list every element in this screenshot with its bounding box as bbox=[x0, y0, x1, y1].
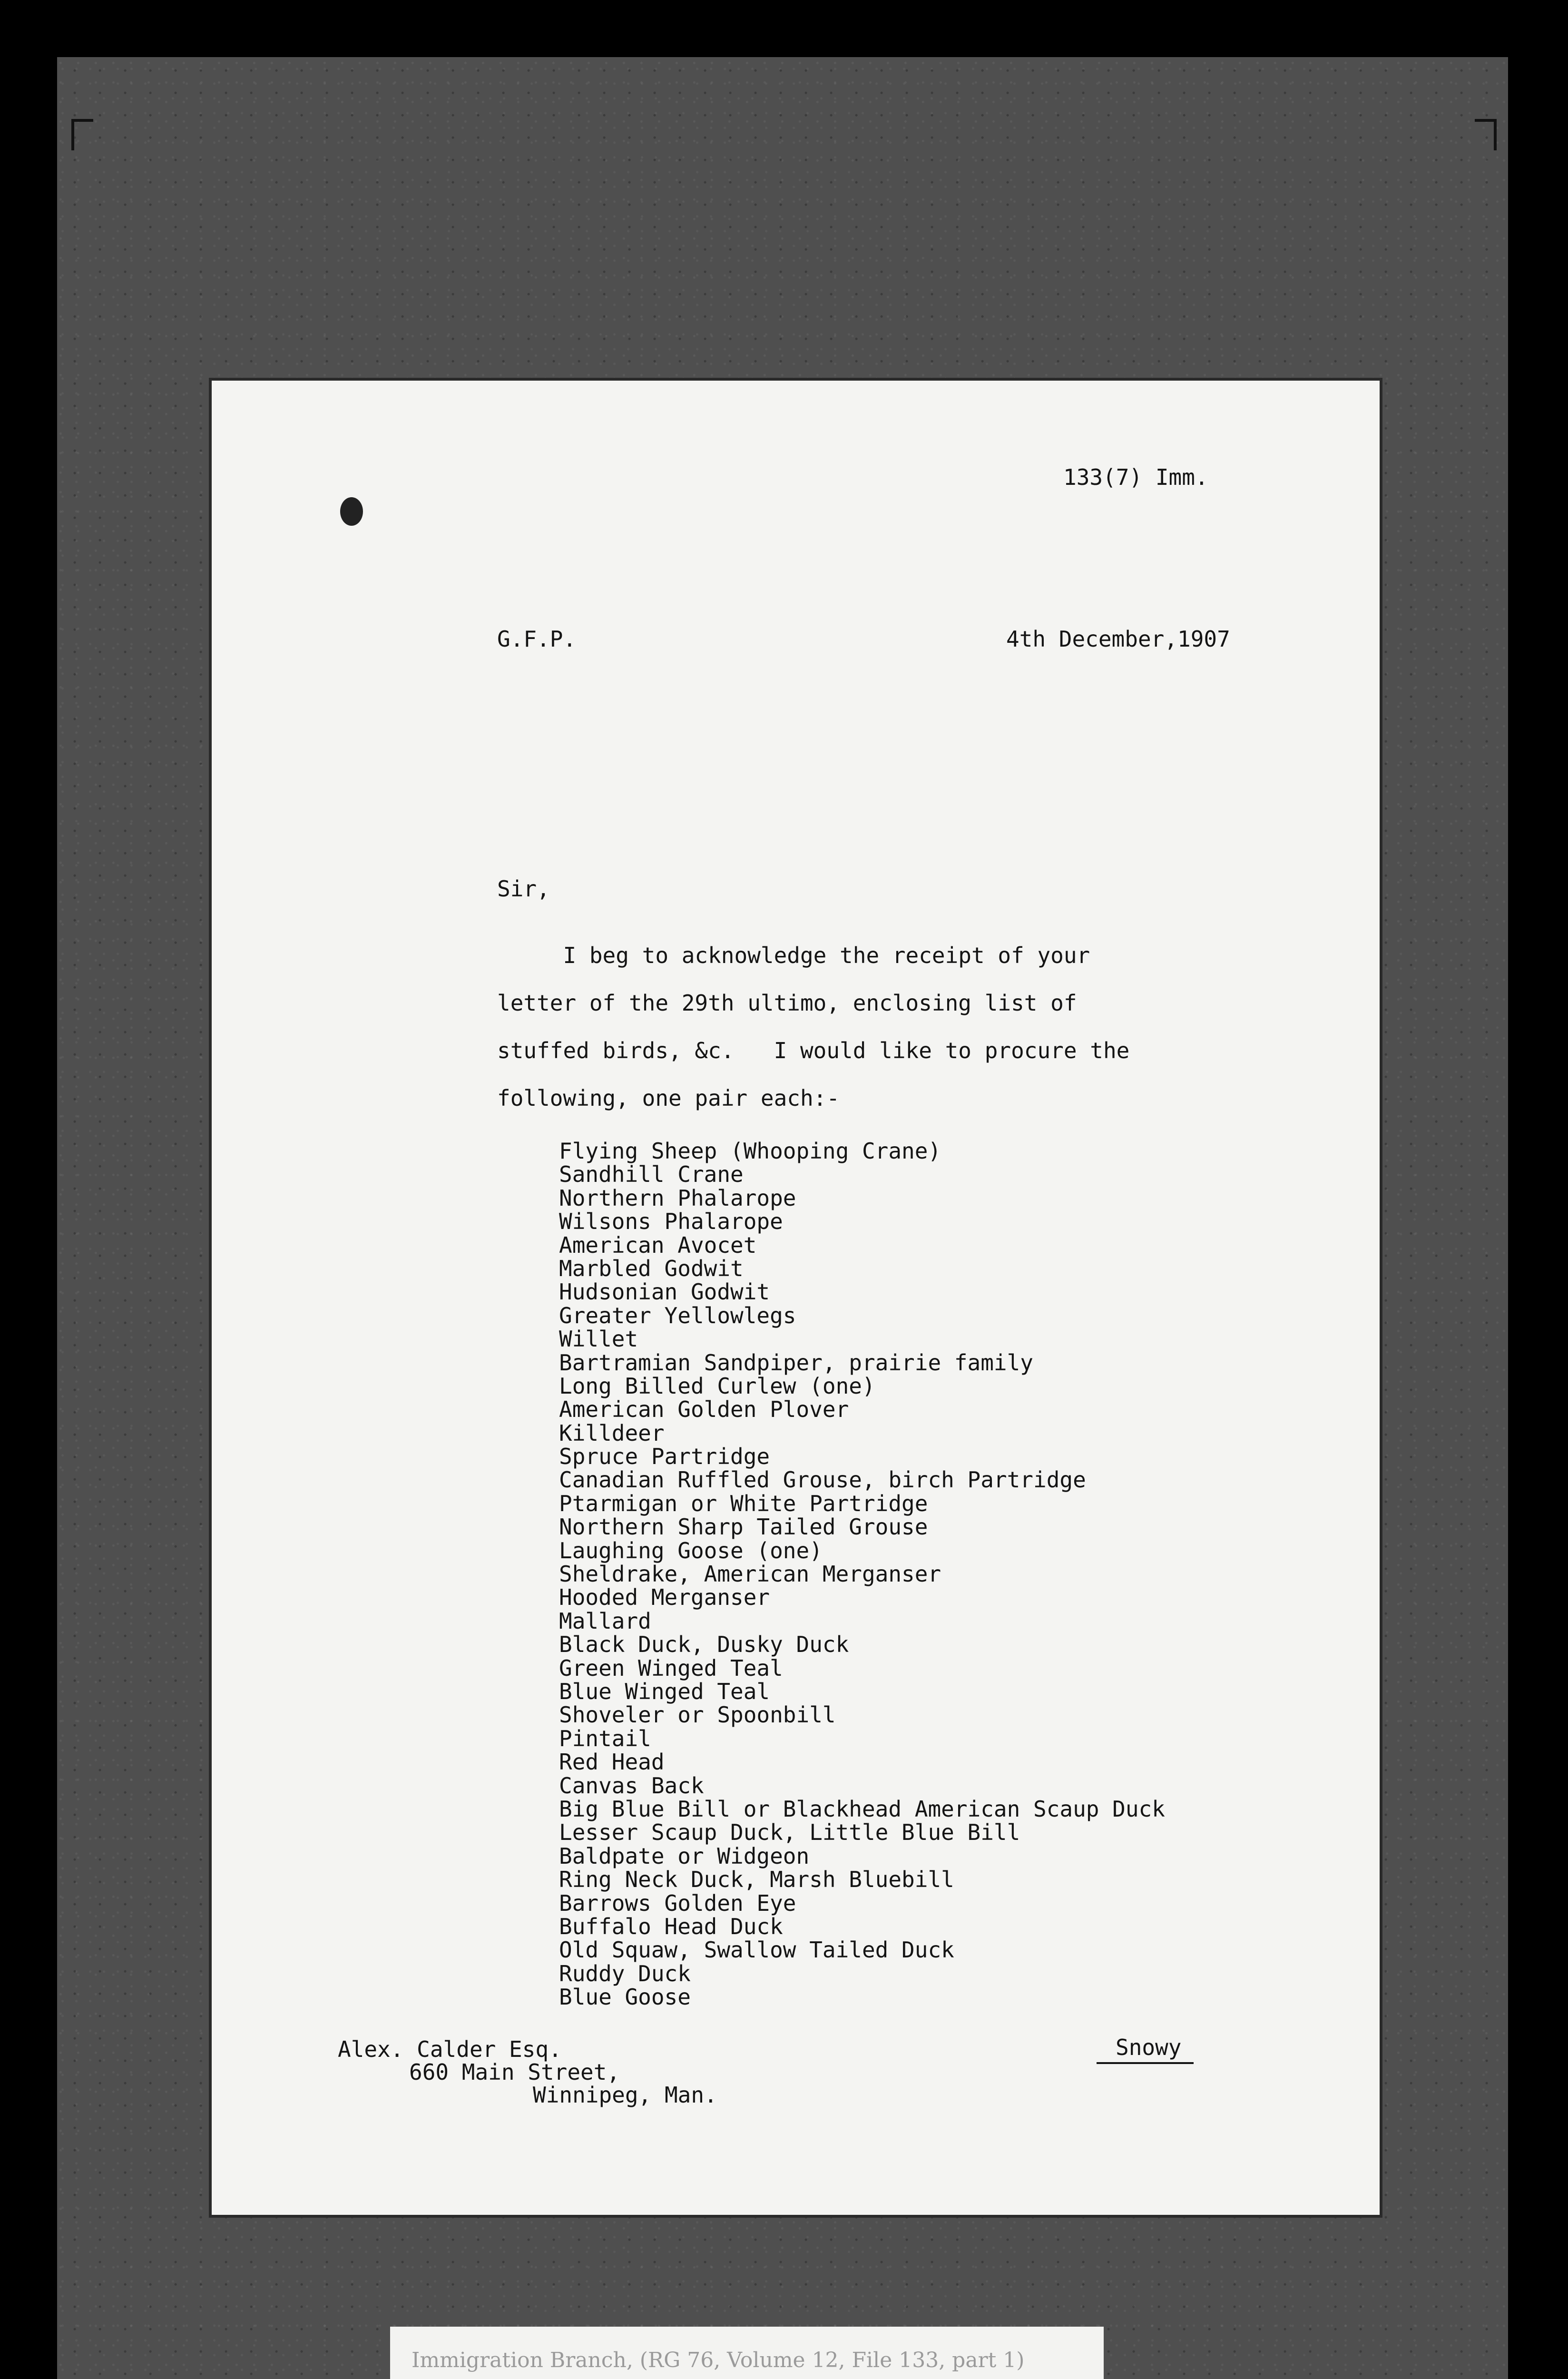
body-line: I beg to acknowledge the receipt of your bbox=[497, 943, 1090, 968]
punch-hole bbox=[340, 497, 363, 526]
letter-page bbox=[212, 381, 1380, 2215]
bird-list-item: Blue Goose bbox=[559, 1984, 691, 2010]
bird-list-item: Lesser Scaup Duck, Little Blue Bill bbox=[559, 1819, 1020, 1846]
bird-list-item: Laughing Goose (one) bbox=[559, 1537, 823, 1563]
bird-list-item: Mallard bbox=[559, 1608, 651, 1634]
bird-list-item: Long Billed Curlew (one) bbox=[559, 1373, 875, 1399]
bird-list-item: Big Blue Bill or Blackhead American Scaup Duck bbox=[559, 1796, 1165, 1822]
file-reference: 133(7) Imm. bbox=[1063, 464, 1208, 490]
bird-list-item: Barrows Golden Eye bbox=[559, 1890, 796, 1916]
body-line: following, one pair each:- bbox=[497, 1085, 840, 1111]
bird-list-item: Hooded Merganser bbox=[559, 1584, 770, 1611]
bird-list-item: Canadian Ruffled Grouse, birch Partridge bbox=[559, 1467, 1086, 1493]
recipient-street: 660 Main Street, bbox=[409, 2059, 620, 2085]
bird-list bbox=[559, 1140, 1165, 2009]
bird-list-item: Ruddy Duck bbox=[559, 1960, 691, 1986]
bird-list-item: Red Head bbox=[559, 1749, 665, 1775]
bird-list-item: Killdeer bbox=[559, 1420, 665, 1446]
bird-list-item: Wilsons Phalarope bbox=[559, 1209, 783, 1235]
bird-list-item: American Avocet bbox=[559, 1232, 757, 1258]
bird-list-item: Bartramian Sandpiper, prairie family bbox=[559, 1349, 1033, 1376]
corner-mark-icon bbox=[1475, 119, 1497, 150]
bird-list-item: Greater Yellowlegs bbox=[559, 1302, 796, 1328]
handwritten-annotation: Snowy bbox=[1097, 2036, 1194, 2064]
bird-list-item: Marbled Godwit bbox=[559, 1255, 744, 1281]
bird-list-item: Buffalo Head Duck bbox=[559, 1913, 783, 1939]
body-line: letter of the 29th ultimo, enclosing list of bbox=[497, 990, 1077, 1016]
bird-list-item: Sheldrake, American Merganser bbox=[559, 1561, 941, 1587]
salutation: Sir, bbox=[497, 876, 550, 902]
bird-list-item: Northern Sharp Tailed Grouse bbox=[559, 1514, 928, 1540]
bird-list-item: Northern Phalarope bbox=[559, 1185, 796, 1211]
bird-list-item: Sandhill Crane bbox=[559, 1161, 744, 1188]
bird-list-item: Old Squaw, Swallow Tailed Duck bbox=[559, 1937, 954, 1963]
bird-list-item: Black Duck, Dusky Duck bbox=[559, 1632, 849, 1658]
bird-list-item: Spruce Partridge bbox=[559, 1444, 770, 1470]
bird-list-item: Blue Winged Teal bbox=[559, 1678, 770, 1704]
recipient-name: Alex. Calder Esq. bbox=[338, 2036, 562, 2062]
bird-list-item: Pintail bbox=[559, 1725, 651, 1751]
bird-list-item: Shoveler or Spoonbill bbox=[559, 1702, 836, 1728]
bird-list-item: Willet bbox=[559, 1326, 638, 1352]
letter-date: 4th December,1907 bbox=[1006, 626, 1230, 652]
bird-list-item: Canvas Back bbox=[559, 1772, 704, 1799]
recipient-city: Winnipeg, Man. bbox=[533, 2082, 717, 2108]
bird-list-item: Ring Neck Duck, Marsh Bluebill bbox=[559, 1867, 954, 1893]
bird-list-item: Ptarmigan or White Partridge bbox=[559, 1490, 928, 1516]
archive-caption: Immigration Branch, (RG 76, Volume 12, File 133, part 1) bbox=[390, 2327, 1104, 2379]
sender-initials: G.F.P. bbox=[497, 626, 577, 652]
bird-list-item: Baldpate or Widgeon bbox=[559, 1843, 810, 1869]
corner-mark-icon bbox=[71, 119, 93, 150]
body-line: stuffed birds, &c. I would like to procure the bbox=[497, 1038, 1130, 1063]
bird-list-item: Green Winged Teal bbox=[559, 1655, 783, 1681]
bird-list-item: American Golden Plover bbox=[559, 1396, 849, 1423]
bird-list-item: Flying Sheep (Whooping Crane) bbox=[559, 1138, 941, 1164]
letter-body bbox=[497, 944, 1306, 1135]
bird-list-item: Hudsonian Godwit bbox=[559, 1279, 770, 1305]
